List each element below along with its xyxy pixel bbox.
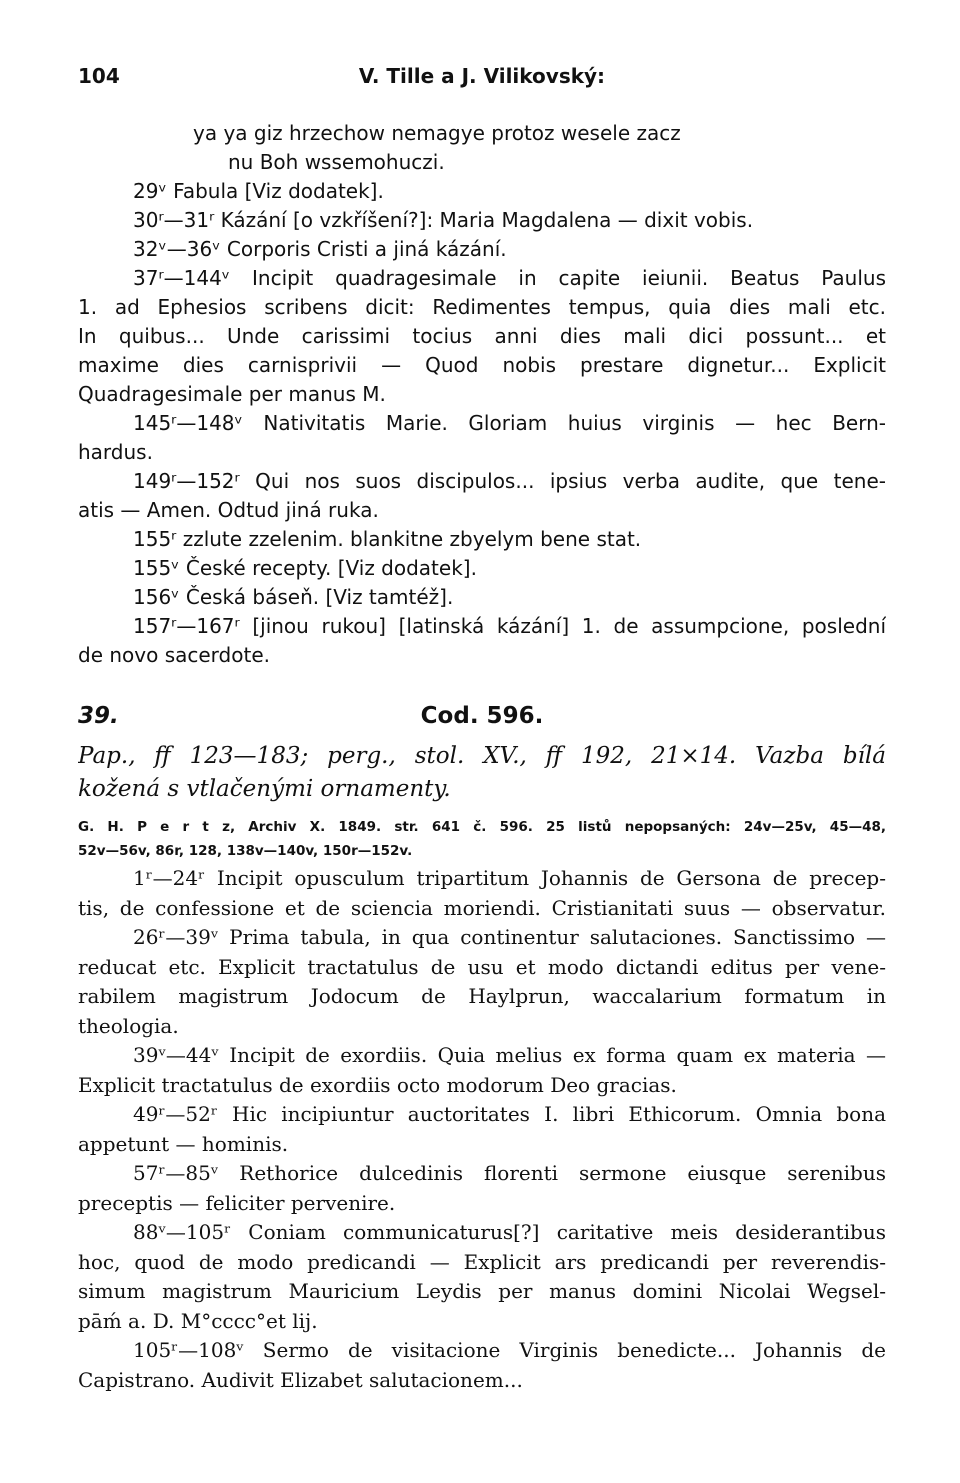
text-line: In quibus... Unde carissimi tocius anni dies mali dici possunt... et: [78, 324, 886, 348]
text-line: 156ᵛ Česká báseň. [Viz tamtéž].: [133, 585, 454, 609]
text-line: atis — Amen. Odtud jiná ruka.: [78, 498, 379, 522]
text-line: 29ᵛ Fabula [Viz dodatek].: [133, 179, 384, 203]
text-line: 1ʳ—24ʳ Incipit opusculum tripartitum Johannis de Gersona de precep-: [133, 866, 886, 890]
reference-line: G. H. P e r t z, Archiv X. 1849. str. 641 č. 596. 25 listů nepopsaných: 24v—25v, 45—48,: [78, 819, 886, 835]
text-line: reducat etc. Explicit tractatulus de usu et modo dictandi editus per vene-: [78, 954, 886, 979]
text-line: 49ʳ—52ʳ Hic incipiuntur auctoritates I. libri Ethicorum. Omnia bona: [133, 1102, 886, 1126]
reference-line: 52v—56v, 86r, 128, 138v—140v, 150r—152v.: [78, 843, 413, 859]
text-line: 32ᵛ—36ᵛ Corporis Cristi a jiná kázání.: [133, 237, 507, 261]
text-line: preceptis — feliciter pervenire.: [78, 1190, 396, 1215]
text-line: hardus.: [78, 440, 153, 464]
bibliographic-reference: [78, 815, 886, 863]
text-line: 26ʳ—39ᵛ Prima tabula, in qua continentur salutaciones. Sanctissimo —: [133, 925, 886, 949]
description-line: Pap., ff 123—183; perg., stol. XV., ff 192, 21×14. Vazba bílá: [78, 743, 886, 769]
entry-number: 39.: [78, 703, 119, 729]
text-line: 30ʳ—31ʳ Kázání [o vzkříšení?]: Maria Magdalena — dixit vobis.: [133, 208, 754, 232]
codex-signature: Cod. 596.: [420, 703, 544, 729]
text-line: 157ʳ—167ʳ [jinou rukou] [latinská kázání] 1. de assumpcione, poslední: [133, 614, 886, 638]
text-line: 155ᵛ České recepty. [Viz dodatek].: [133, 556, 477, 580]
text-line: nu Boh wssemohuczi.: [228, 150, 445, 174]
text-line: 37ʳ—144ᵛ Incipit quadragesimale in capite ieiunii. Beatus Paulus: [133, 266, 886, 290]
text-line: Explicit tractatulus de exordiis octo modorum Deo gracias.: [78, 1072, 677, 1097]
entry-heading: [78, 703, 886, 735]
text-line: appetunt — hominis.: [78, 1131, 289, 1156]
text-line: tis, de confessione et de sciencia moriendi. Cristianitati suus — observatur.: [78, 895, 886, 920]
text-line: 145ʳ—148ᵛ Nativitatis Marie. Gloriam huius virginis — hec Bern-: [133, 411, 886, 435]
text-line: hoc, quod de modo predicandi — Explicit ars predicandi per reverendis-: [78, 1249, 886, 1274]
text-line: maxime dies carnisprivii — Quod nobis prestare dignetur... Explicit: [78, 353, 886, 377]
text-line: 149ʳ—152ʳ Qui nos suos discipulos... ipsius verba audite, que tene-: [133, 469, 886, 493]
text-line: 88ᵛ—105ʳ Coniam communicaturus[?] caritative meis desiderantibus: [133, 1220, 886, 1244]
manuscript-contents-continued: [78, 119, 886, 670]
text-line: ya ya giz hrzechow nemagye protoz wesele zacz: [193, 121, 681, 145]
codex-description: [78, 740, 886, 806]
text-line: 1. ad Ephesios scribens dicit: Redimentes tempus, quia dies mali etc.: [78, 295, 886, 319]
description-line: kožená s vtlačenými ornamenty.: [78, 776, 451, 802]
text-line: theologia.: [78, 1013, 179, 1038]
text-line: 57ʳ—85ᵛ Rethorice dulcedinis florenti sermone eiusque serenibus: [133, 1161, 886, 1185]
manuscript-contents: [78, 864, 886, 1395]
text-line: rabilem magistrum Jodocum de Haylprun, waccalarium formatum in: [78, 984, 886, 1008]
text-line: simum magistrum Mauricium Leydis per manus domini Nicolai Wegsel-: [78, 1279, 886, 1303]
text-line: 39ᵛ—44ᵛ Incipit de exordiis. Quia melius ex forma quam ex materia —: [133, 1043, 886, 1067]
text-line: de novo sacerdote.: [78, 643, 270, 667]
page-number: 104: [78, 64, 120, 88]
text-line: Capistrano. Audivit Elizabet salutacionem...: [78, 1367, 523, 1392]
text-line: 105ʳ—108ᵛ Sermo de visitacione Virginis benedicte... Johannis de: [133, 1338, 886, 1362]
page-header: [78, 64, 886, 94]
text-line: 155ʳ zzlute zzelenim. blankitne zbyelym bene stat.: [133, 527, 642, 551]
text-line: Quadragesimale per manus M.: [78, 382, 386, 406]
running-title: V. Tille a J. Vilikovský:: [358, 64, 606, 88]
text-line: pāḿ a. D. M°cccc°et lij.: [78, 1308, 318, 1333]
